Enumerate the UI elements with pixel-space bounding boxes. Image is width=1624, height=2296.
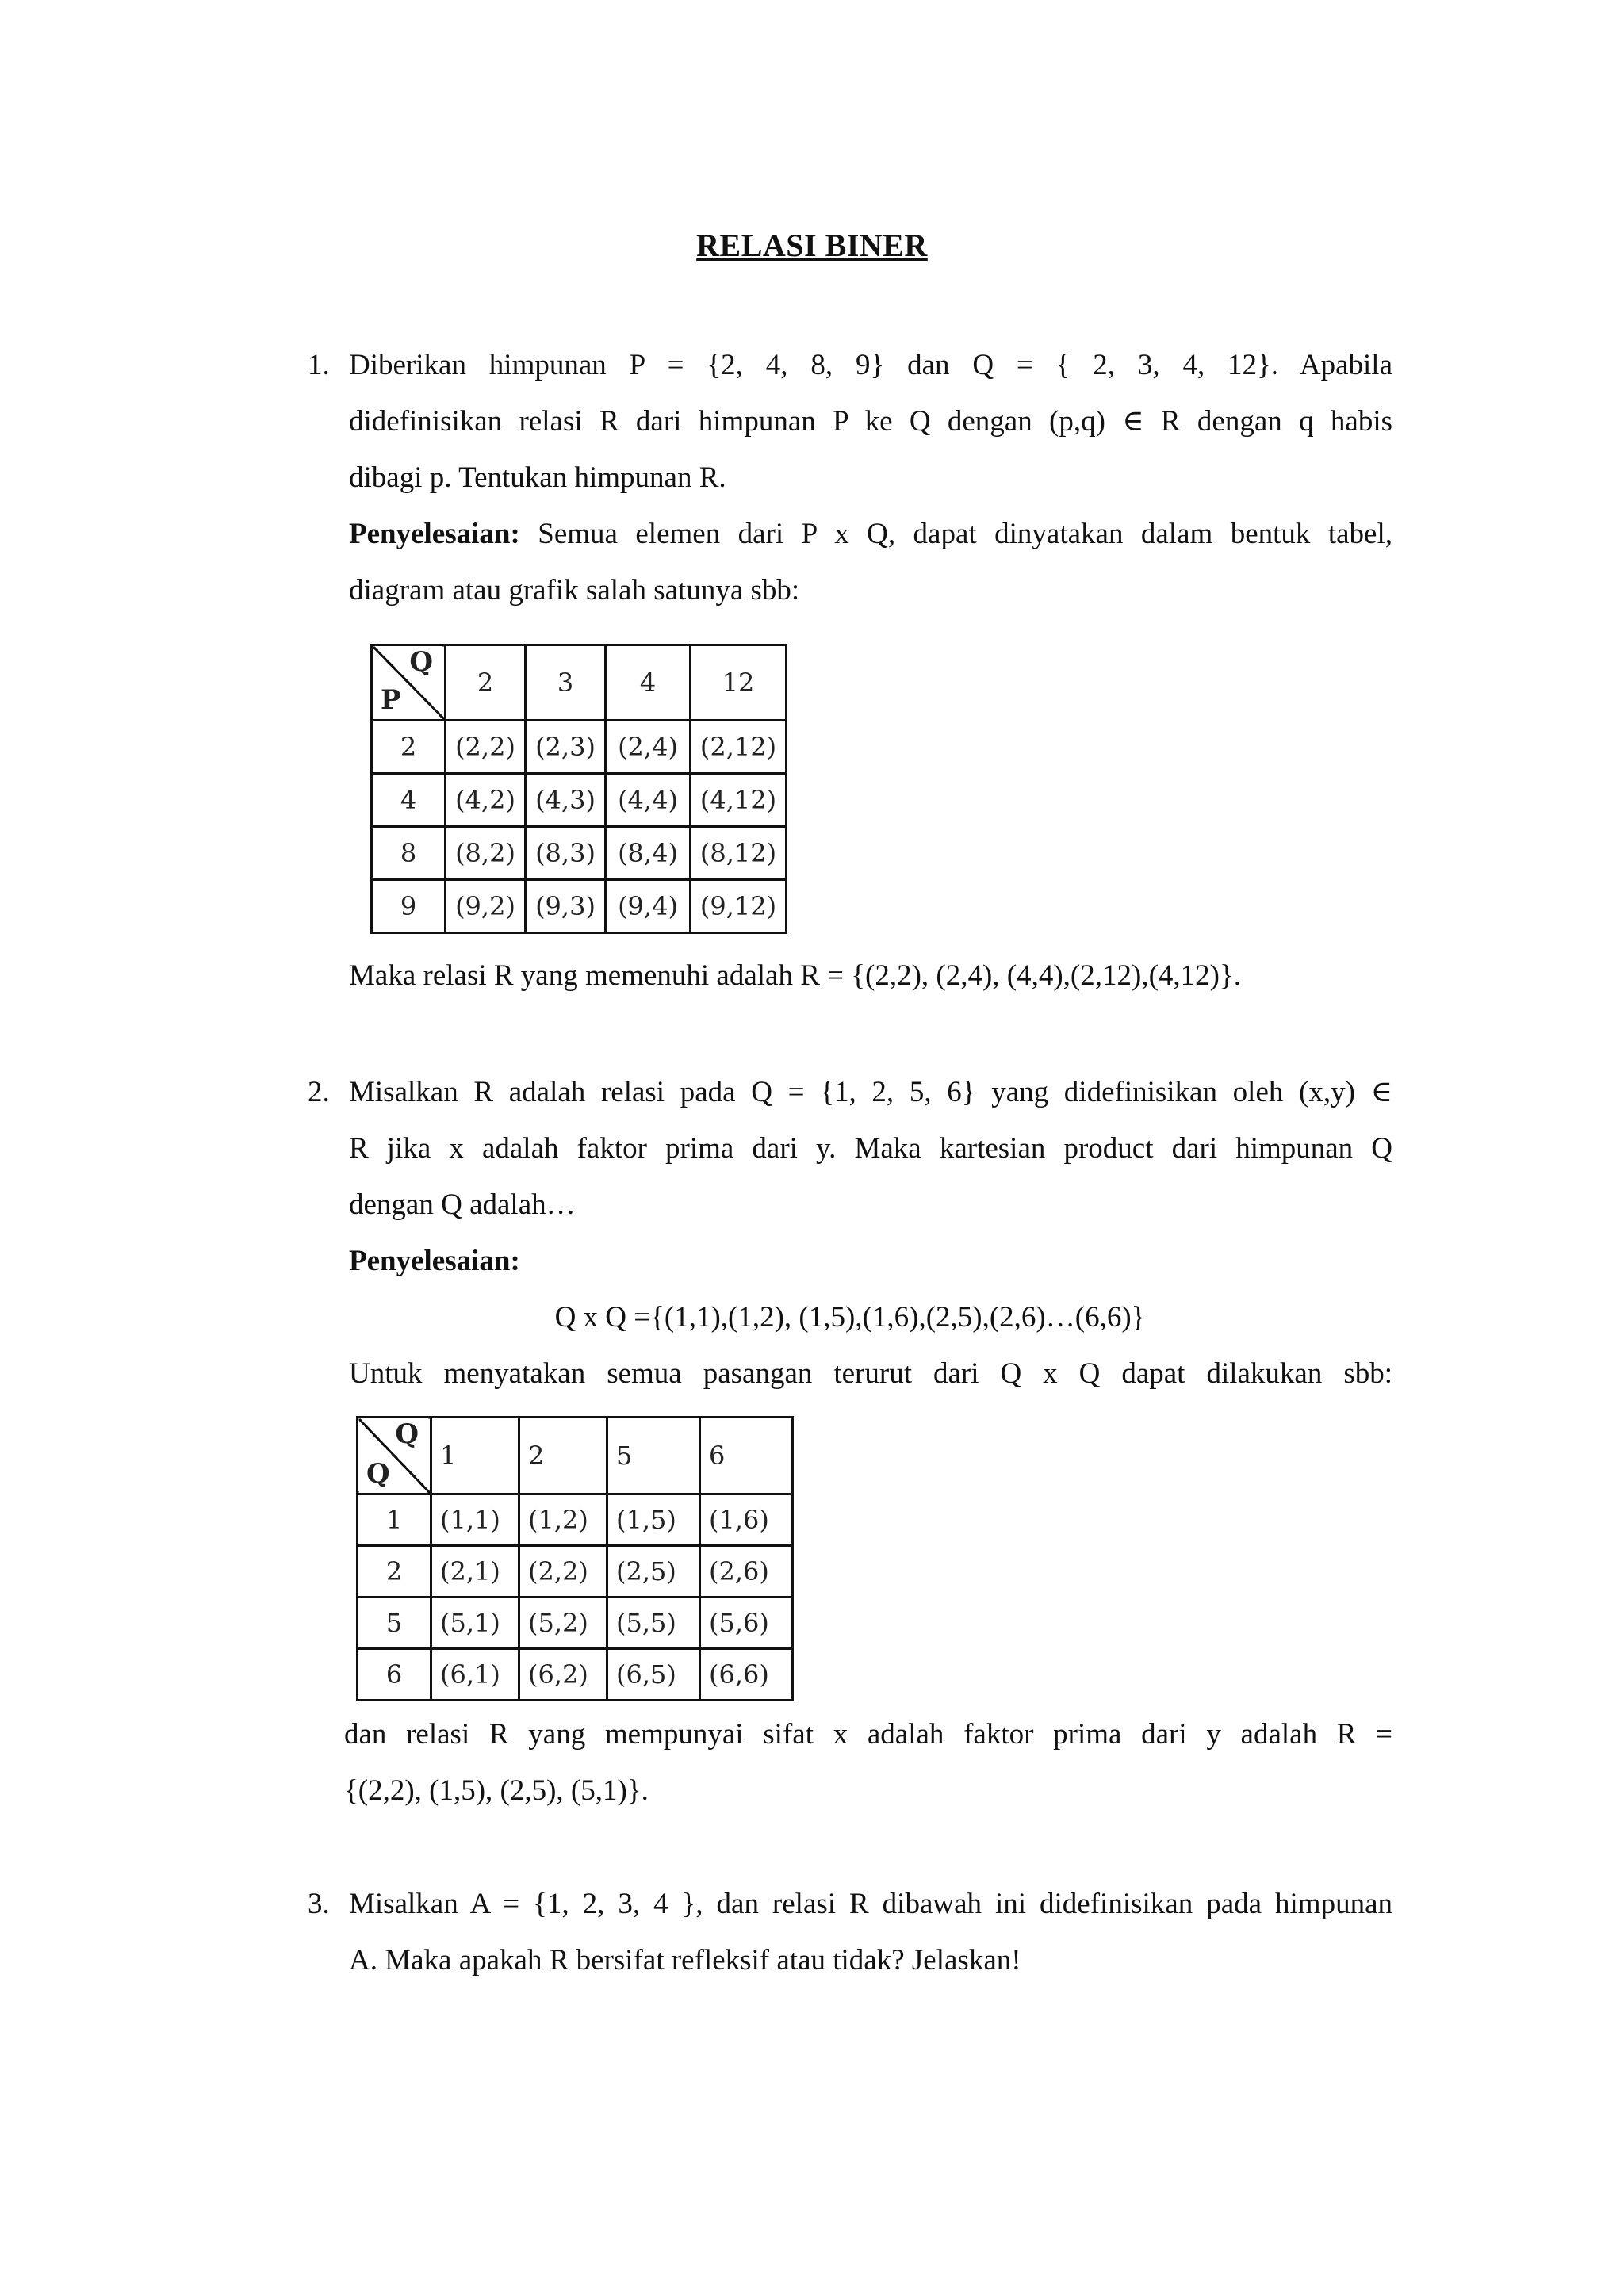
table-cell: (2,2) [519,1546,607,1598]
row-header: 9 [372,880,446,933]
column-header: 3 [526,645,606,721]
table-cell: (2,2) [446,721,526,774]
problem-text-line: R jika x adalah faktor prima dari y. Maka kartesian product dari himpunan Q [349,1132,1392,1165]
problem-2 [308,1064,1392,1402]
table-cell: (5,6) [700,1598,793,1649]
problem-text-line: Misalkan R adalah relasi pada Q = {1, 2, 5, 6} yang didefinisikan oleh (x,y) ∈ [349,1076,1392,1108]
table-cell: (4,3) [526,774,606,827]
column-header: 2 [519,1418,607,1494]
solution-label: Penyelesaian: [349,518,520,550]
solution-label: Penyelesaian: [349,1245,520,1277]
row-header: 4 [372,774,446,827]
table-corner-cell [372,645,446,721]
table-cell: (8,2) [446,827,526,880]
table-cell: (5,1) [431,1598,519,1649]
problem-text-line: Misalkan A = {1, 2, 3, 4 }, dan relasi R dibawah ini didefinisikan pada himpunan [349,1888,1392,1920]
problem-1-conclusion [308,947,1392,1004]
table-cell: (4,4) [606,774,691,827]
table-cell: (9,4) [606,880,691,933]
table-intro-text: Untuk menyatakan semua pasangan terurut dari Q x Q dapat dilakukan sbb: [349,1357,1392,1390]
table-row [358,1546,793,1598]
column-header: 1 [431,1418,519,1494]
row-header: 6 [358,1649,431,1701]
table-cell: (2,3) [526,721,606,774]
table-cell: (9,2) [446,880,526,933]
table-row [372,827,787,880]
problem-2-conclusion [308,1706,1392,1819]
solution-text-line: diagram atau grafik salah satunya sbb: [349,574,800,607]
table-cell: (4,12) [691,774,787,827]
table-cell: (2,12) [691,721,787,774]
conclusion-text-line: dan relasi R yang mempunyai sifat x adalah faktor prima dari y adalah R = [344,1718,1392,1751]
table-cell: (6,1) [431,1649,519,1701]
column-header: 12 [691,645,787,721]
cartesian-formula: Q x Q ={(1,1),(1,2), (1,5),(1,6),(2,5),(2,6)…(6,6)} [554,1301,1146,1334]
table-cell: (6,6) [700,1649,793,1701]
table-cell: (2,4) [606,721,691,774]
problem-text-line: A. Maka apakah R bersifat refleksif atau tidak? Jelaskan! [349,1944,1021,1976]
column-header: 5 [607,1418,700,1494]
solution-line [349,506,1392,562]
column-header: 2 [446,645,526,721]
table-cell: (8,3) [526,827,606,880]
table-cell: (6,2) [519,1649,607,1701]
table-cell: (9,3) [526,880,606,933]
table-row [358,1598,793,1649]
problem-number: 3. [308,1888,330,1920]
problem-text-line: Diberikan himpunan P = {2, 4, 8, 9} dan Q = { 2, 3, 4, 12}. Apabila [349,349,1392,381]
table-cell: (1,6) [700,1494,793,1546]
column-header: 4 [606,645,691,721]
corner-column-label: Q [395,1418,419,1450]
row-header: 1 [358,1494,431,1546]
table-cell: (4,2) [446,774,526,827]
conclusion-text: Maka relasi R yang memenuhi adalah R = {(2,2), (2,4), (4,4),(2,12),(4,12)}. [349,959,1241,992]
corner-row-label: Q [366,1458,390,1490]
table-row [372,774,787,827]
table-header-row [372,645,787,721]
row-header: 8 [372,827,446,880]
table-row [358,1494,793,1546]
table-cell: (2,5) [607,1546,700,1598]
table-cell: (6,5) [607,1649,700,1701]
corner-column-label: Q [409,646,433,678]
problem-number: 1. [308,349,330,381]
column-header: 6 [700,1418,793,1494]
problem-3 [308,1876,1392,1988]
table-cell: (1,1) [431,1494,519,1546]
problem-text-line: dibagi p. Tentukan himpunan R. [349,461,726,494]
table-row [372,880,787,933]
problem-text-line: dengan Q adalah… [349,1188,576,1221]
problem-text-line: didefinisikan relasi R dari himpunan P ke Q dengan (p,q) ∈ R dengan q habis [349,405,1392,438]
table-header-row [358,1418,793,1494]
table-cell: (2,1) [431,1546,519,1598]
table-cell: (1,2) [519,1494,607,1546]
conclusion-text-line: {(2,2), (1,5), (2,5), (5,1)}. [344,1774,649,1807]
table-corner-cell [358,1418,431,1494]
cartesian-table-q-q [356,1416,794,1701]
page-title: RELASI BINER [696,228,928,263]
table-cell: (5,2) [519,1598,607,1649]
row-header: 5 [358,1598,431,1649]
table-row [358,1649,793,1701]
row-header: 2 [358,1546,431,1598]
solution-text: Semua elemen dari P x Q, dapat dinyatakan dalam bentuk tabel, [538,518,1392,550]
cartesian-table-p-q [370,644,787,934]
table-cell: (8,12) [691,827,787,880]
table-cell: (9,12) [691,880,787,933]
corner-row-label: P [381,684,401,716]
problem-number: 2. [308,1076,330,1108]
table-cell: (8,4) [606,827,691,880]
table-cell: (5,5) [607,1598,700,1649]
row-header: 2 [372,721,446,774]
problem-1 [308,337,1392,618]
table-row [372,721,787,774]
table-cell: (2,6) [700,1546,793,1598]
table-cell: (1,5) [607,1494,700,1546]
